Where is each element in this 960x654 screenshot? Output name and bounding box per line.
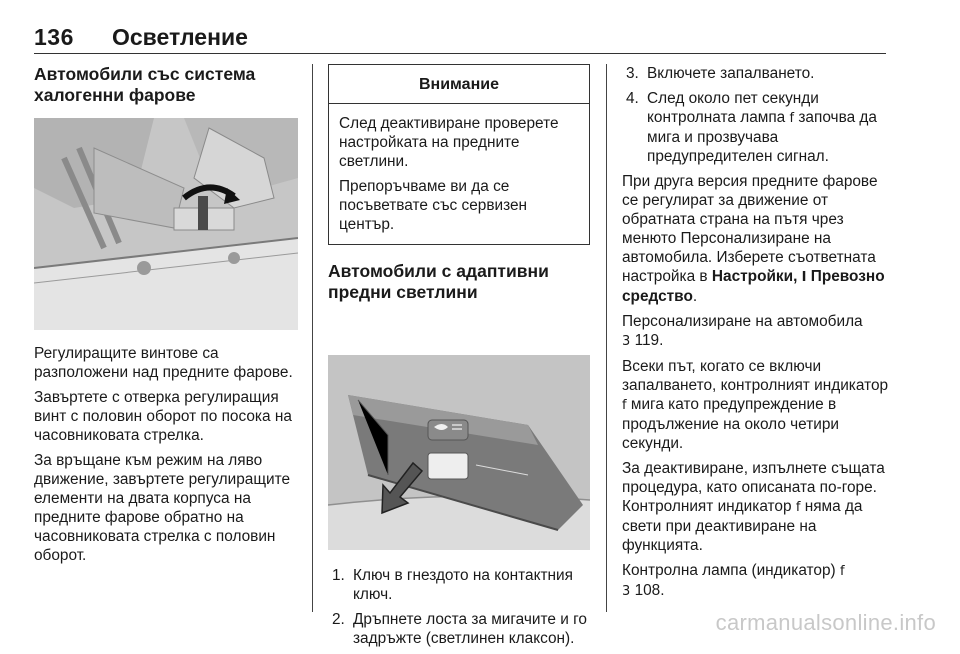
light-stalk-illustration	[328, 355, 590, 550]
step-1	[328, 566, 590, 604]
headlamp-adjust-screw-illustration	[34, 118, 298, 330]
step-4	[622, 89, 890, 166]
section-heading-adaptive: Автомобили с адаптивни предни светлини	[328, 261, 549, 302]
warning-paragraph-service: Препоръчваме ви да се посъветвате със сервизен център.	[339, 178, 528, 233]
paragraph-text: мига като предупреждение в продължение на около четири секунди.	[622, 396, 840, 452]
page-header	[34, 24, 886, 54]
paragraph-personalization-ref	[622, 312, 890, 351]
warning-title: Внимание	[329, 65, 589, 104]
step-text: Дръпнете лоста за мигачите и го задръжте (светлинен клаксон).	[353, 611, 587, 647]
step-text: Ключ в гнездото на контактния ключ.	[353, 567, 573, 603]
indicator-symbol-icon: f	[622, 398, 627, 413]
step-number: 4.	[626, 90, 639, 107]
page-number: 136	[34, 24, 74, 50]
step-3	[622, 64, 890, 83]
page-ref: 119.	[634, 332, 664, 349]
paragraph-text: Персонализиране на автомобила	[622, 313, 863, 330]
paragraph-turn-screw: Завъртете с отверка регулиращия винт с половин оборот по посока на часовниковата стрелка.	[34, 389, 292, 444]
step-2	[328, 610, 590, 648]
page-ref-arrow-icon: 3	[622, 584, 631, 599]
column-divider-2	[606, 64, 607, 612]
indicator-symbol-icon: f	[795, 500, 801, 515]
menu-path-vehicle: Превозно средство	[622, 268, 885, 305]
chapter-title: Осветление	[112, 24, 248, 50]
watermark: carmanualsonline.info	[715, 610, 936, 635]
column-1	[34, 64, 302, 571]
step-text-a: След около пет секунди контролната лампа	[647, 90, 819, 126]
menu-arrow-icon: I	[801, 270, 807, 285]
step-text-b: започва да мига и прозвучава предупредителен сигнал.	[647, 109, 877, 165]
page-ref-arrow-icon: 3	[622, 334, 631, 349]
paragraph-text: Всеки път, когато се включи запалването, контролният индикатор	[622, 358, 889, 394]
warning-paragraph-check: След деактивиране проверете настройката на предните светлини.	[339, 115, 559, 170]
section-heading-halogen: Автомобили със система халогенни фарове	[34, 64, 256, 105]
paragraph-reset: За връщане към режим на ляво движение, завъртете регулиращите елементи на двата корпуса на предните фарове обратно на часовниковата стрелка с половин оборот.	[34, 452, 291, 564]
paragraph-screws-location: Регулиращите винтове са разположени над предните фарове.	[34, 345, 293, 381]
paragraph-other-version: При друга версия предните фарове се регулират за движение от обратната страна на пътя чрез менюто Персонализиране на автомобила. Изберете съответната настройка в Настройки, I Превозно средство.	[622, 173, 885, 305]
sentence-end: .	[692, 288, 698, 305]
column-2	[328, 64, 590, 654]
page-ref: 108.	[634, 582, 665, 599]
indicator-symbol-icon: f	[789, 111, 795, 126]
step-number: 3.	[626, 65, 639, 82]
paragraph-text: няма да свети при деактивиране на функцията.	[622, 498, 863, 554]
paragraph-text: За деактивиране, изпълнете същата процедура, като описаната по-горе. Контролният индикатор	[622, 460, 885, 515]
step-text: Включете запалването.	[647, 65, 815, 82]
step-number: 1.	[332, 567, 345, 584]
paragraph-ignition-blink	[622, 357, 890, 453]
paragraph-text: При друга версия предните фарове се регулират за движение от обратната страна на пътя чрез менюто Персонализиране на автомобила. Изберете съответната настройка в	[622, 173, 878, 285]
menu-path-settings: Настройки	[711, 268, 794, 285]
header-rule	[34, 53, 886, 54]
column-3	[622, 64, 890, 607]
column-divider-1	[312, 64, 313, 612]
warning-box	[328, 64, 590, 245]
indicator-symbol-icon: f	[839, 564, 845, 579]
step-number: 2.	[332, 611, 345, 628]
paragraph-text: Контролна лампа (индикатор)	[622, 562, 836, 579]
paragraph-control-lamp-ref	[622, 561, 890, 601]
paragraph-deactivate	[622, 459, 890, 555]
